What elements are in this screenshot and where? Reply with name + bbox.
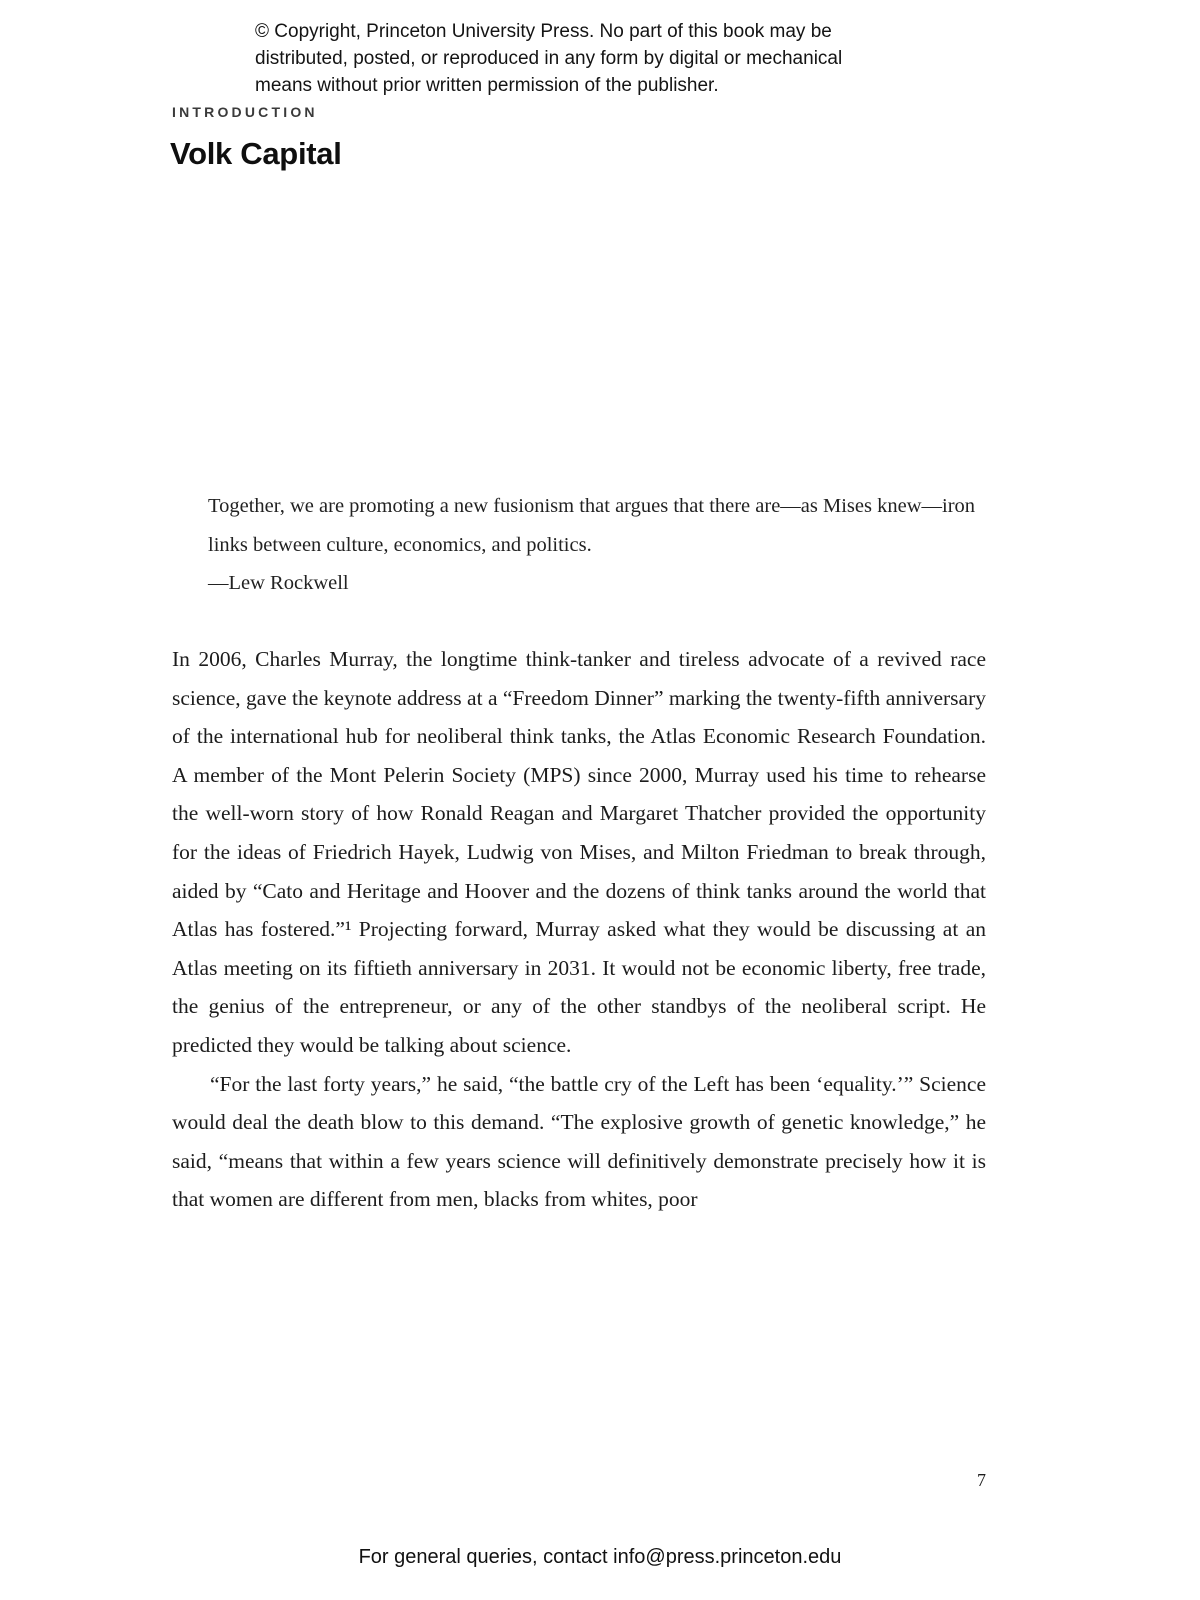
paragraph: “For the last forty years,” he said, “the battle cry of the Left has been ‘equality.’” Science would deal the death blow to this demand. “The explosive growth of genetic knowledge,” he said, “means that within a few years science will definitively demonstrate precisely how it is that women are different from men, blacks from whites, poor — [172, 1071, 986, 1212]
epigraph-text: Together, we are promoting a new fusionism that argues that there are—as Mises knew—iron links between culture, economics, and politics. — [208, 495, 976, 556]
section-label: INTRODUCTION — [172, 104, 318, 120]
copyright-line: © Copyright, Princeton University Press. No part of this book may be — [255, 21, 832, 42]
footer-contact: For general queries, contact info@press.princeton.edu — [358, 1546, 842, 1568]
page-title: Volk Capital — [170, 136, 342, 171]
page-number: 7 — [977, 1470, 986, 1490]
copyright-notice — [255, 18, 842, 99]
copyright-line: means without prior written permission of the publisher. — [255, 75, 719, 96]
copyright-line: distributed, posted, or reproduced in any form by digital or mechanical — [255, 48, 843, 69]
epigraph — [208, 487, 1008, 603]
body-text — [172, 640, 986, 1219]
paragraph: In 2006, Charles Murray, the longtime think-tanker and tireless advocate of a revived race science, gave the keynote address at a “Freedom Dinner” marking the twenty-fifth anniversary of the international hub for neoliberal think tanks, the Atlas Economic Research Foundation. A member of the Mont Pelerin Society (MPS) since 2000, Murray used his time to rehearse the well-worn story of how Ronald Reagan and Margaret Thatcher provided the opportunity for the ideas of Friedrich Hayek, Ludwig von Mises, and Milton Friedman to break through, aided by “Cato and Heritage and Hoover and the dozens of think tanks around the world that Atlas has fostered.”¹ Projecting forward, Murray asked what they would be discussing at an Atlas meeting on its fiftieth anniversary in 2031. It would not be economic liberty, free trade, the genius of the entrepreneur, or any of the other standbys of the neoliberal script. He predicted they would be talking about science. — [172, 647, 986, 1057]
epigraph-attribution: —Lew Rockwell — [208, 572, 349, 594]
